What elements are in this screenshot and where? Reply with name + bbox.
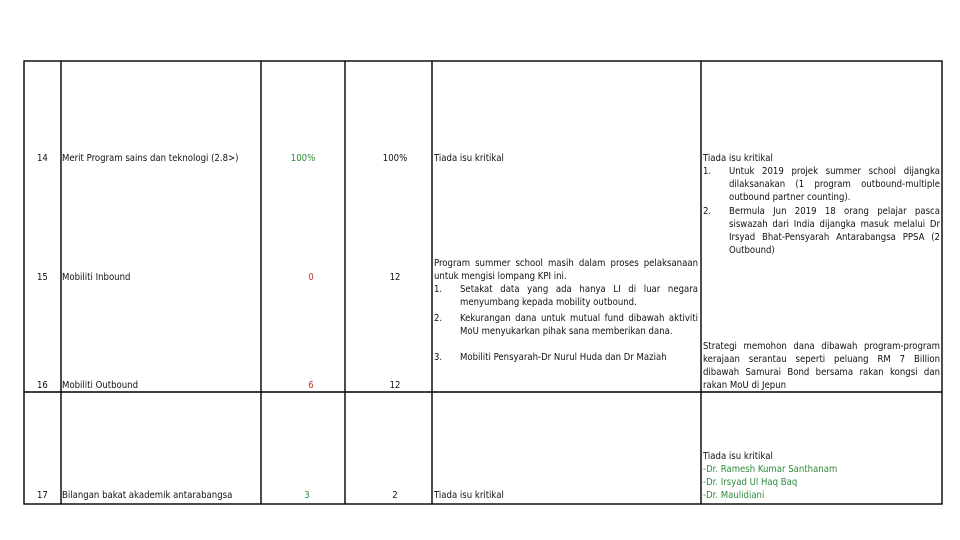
row-17-no: 17 <box>37 490 48 501</box>
issue-item-1-number: 1. <box>434 284 443 295</box>
row-15-no: 15 <box>37 272 48 283</box>
action-17-name-3: -Dr. Maulidiani <box>703 490 765 501</box>
issues-intro: Program summer school masih dalam proses pelaksanaan untuk mengisi lompang KPI ini. <box>434 258 698 282</box>
action-14-item-2-text: Bermula Jun 2019 18 orang pelajar pasca siswazah dari India dijangka masuk melalui Dr Irsyad Bhat-Pensyarah Antarabangsa PPSA (2 Outbound) <box>729 206 940 256</box>
issue-item-1-text: Setakat data yang ada hanya LI di luar negara menyumbang kepada mobility outbound. <box>460 284 698 308</box>
action-14-item-2-number: 2. <box>703 206 712 217</box>
row-16-no: 16 <box>37 380 48 391</box>
row-16-achievement: 6 <box>308 380 314 391</box>
issue-item-3-number: 3. <box>434 352 443 363</box>
issue-item-2-text: Kekurangan dana untuk mutual fund dibawah aktiviti MoU menyukarkan pihak sana memberikan dana. <box>460 313 698 337</box>
issue-item-3-text: Mobiliti Pensyarah-Dr Nurul Huda dan Dr Maziah <box>460 352 667 363</box>
action-14-item-1-number: 1. <box>703 166 712 177</box>
row-16-target: 12 <box>389 380 401 391</box>
action-16-text: Strategi memohon dana dibawah program-program kerajaan serantau seperti peluang RM 7 Billion dibawah Samurai Bond bersama rakan kongsi dan rakan MoU di Jepun <box>703 341 940 391</box>
row-14-target: 100% <box>382 153 408 164</box>
action-17-title: Tiada isu kritikal <box>703 451 773 462</box>
action-17-name-2: -Dr. Irsyad Ul Haq Baq <box>703 477 798 488</box>
action-17-name-1: -Dr. Ramesh Kumar Santhanam <box>703 464 838 475</box>
row-17-achievement: 3 <box>304 490 310 501</box>
row-14-issue: Tiada isu kritikal <box>434 153 504 164</box>
row-15-achievement: 0 <box>308 272 314 283</box>
row-14-no: 14 <box>37 153 48 164</box>
row-15-target: 12 <box>389 272 401 283</box>
row-17-indicator: Bilangan bakat akademik antarabangsa <box>62 490 233 501</box>
issue-item-2-number: 2. <box>434 313 443 324</box>
row-14-indicator: Merit Program sains dan teknologi (2.8>) <box>62 153 239 164</box>
row-14-achievement: 100% <box>290 153 316 164</box>
row-15-indicator: Mobiliti Inbound <box>62 272 131 283</box>
action-14-title: Tiada isu kritikal <box>703 153 773 164</box>
row-17-target: 2 <box>392 490 398 501</box>
action-14-item-1-text: Untuk 2019 projek summer school dijangka dilaksanakan (1 program outbound-multiple outbound partner counting). <box>729 166 940 203</box>
row-17-issue: Tiada isu kritikal <box>434 490 504 501</box>
row-16-indicator: Mobiliti Outbound <box>62 380 139 391</box>
